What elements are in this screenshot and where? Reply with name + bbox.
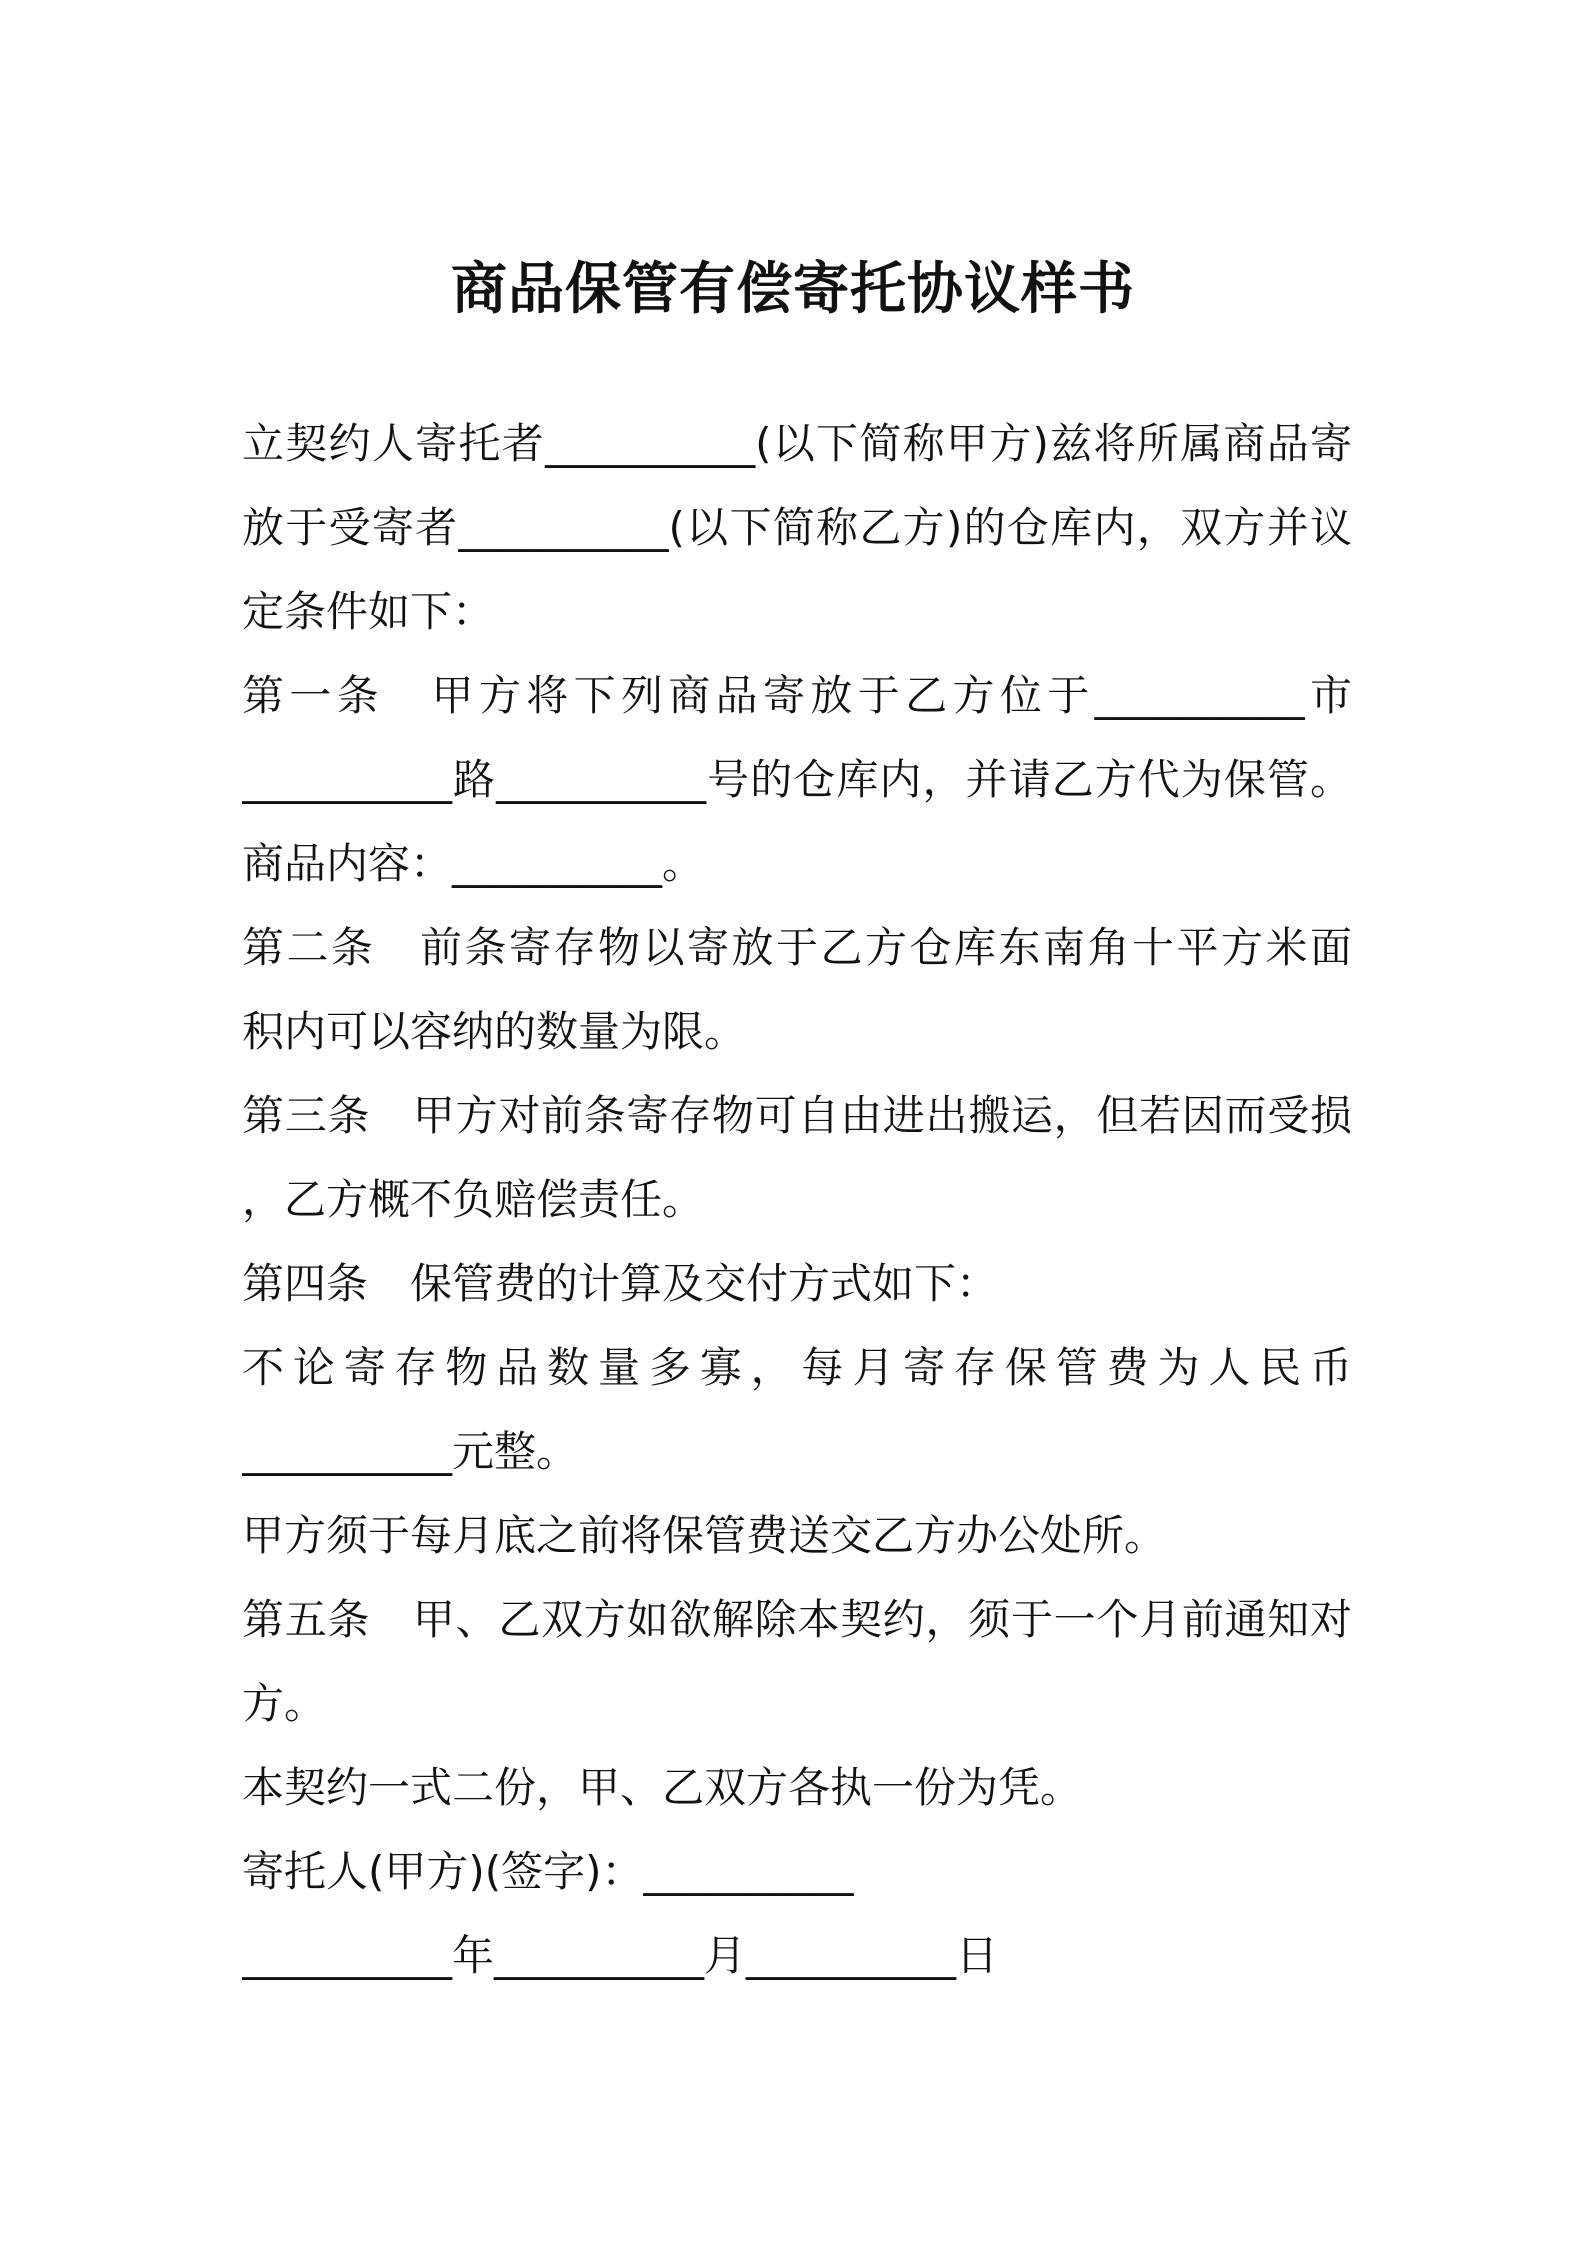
article-1-line-1: 第一条 甲方将下列商品寄放于乙方位于__________市 (242, 671, 1352, 720)
article-4-line-1: 第四条 保管费的计算及交付方式如下： (242, 1259, 999, 1308)
article-3-line-1: 第三条 甲方对前条寄存物可自由进出搬运，但若因而受损 (242, 1091, 1352, 1140)
article-1-line-2: __________路__________号的仓库内，并请乙方代为保管。 (242, 755, 1352, 804)
date-line: __________年__________月__________日 (242, 1931, 999, 1980)
article-5-line-2: 方。 (242, 1679, 327, 1728)
article-3-line-2: ，乙方概不负赔偿责任。 (242, 1175, 705, 1224)
article-2-line-2: 积内可以容纳的数量为限。 (242, 1007, 747, 1056)
intro-line-2: 放于受寄者__________(以下简称乙方)的仓库内，双方并议 (242, 503, 1352, 552)
article-5-line-1: 第五条 甲、乙双方如欲解除本契约，须于一个月前通知对 (242, 1595, 1352, 1644)
intro-line-1: 立契约人寄托者__________(以下简称甲方)兹将所属商品寄 (242, 419, 1352, 468)
fee-line-2: __________元整。 (242, 1427, 579, 1476)
intro-line-3: 定条件如下： (242, 587, 495, 636)
fee-line-1: 不论寄存物品数量多寡，每月寄存保管费为人民币 (242, 1343, 1352, 1392)
copies-line: 本契约一式二份，甲、乙双方各执一份为凭。 (242, 1763, 1083, 1812)
article-2-line-1: 第二条 前条寄存物以寄放于乙方仓库东南角十平方米面 (242, 923, 1352, 972)
signature-line: 寄托人(甲方)(签字)：__________ (242, 1847, 854, 1896)
payment-line: 甲方须于每月底之前将保管费送交乙方办公处所。 (242, 1511, 1167, 1560)
document-body (242, 402, 1352, 1998)
goods-content-line: 商品内容：__________。 (242, 839, 705, 888)
document-title: 商品保管有偿寄托协议样书 (451, 257, 1135, 322)
